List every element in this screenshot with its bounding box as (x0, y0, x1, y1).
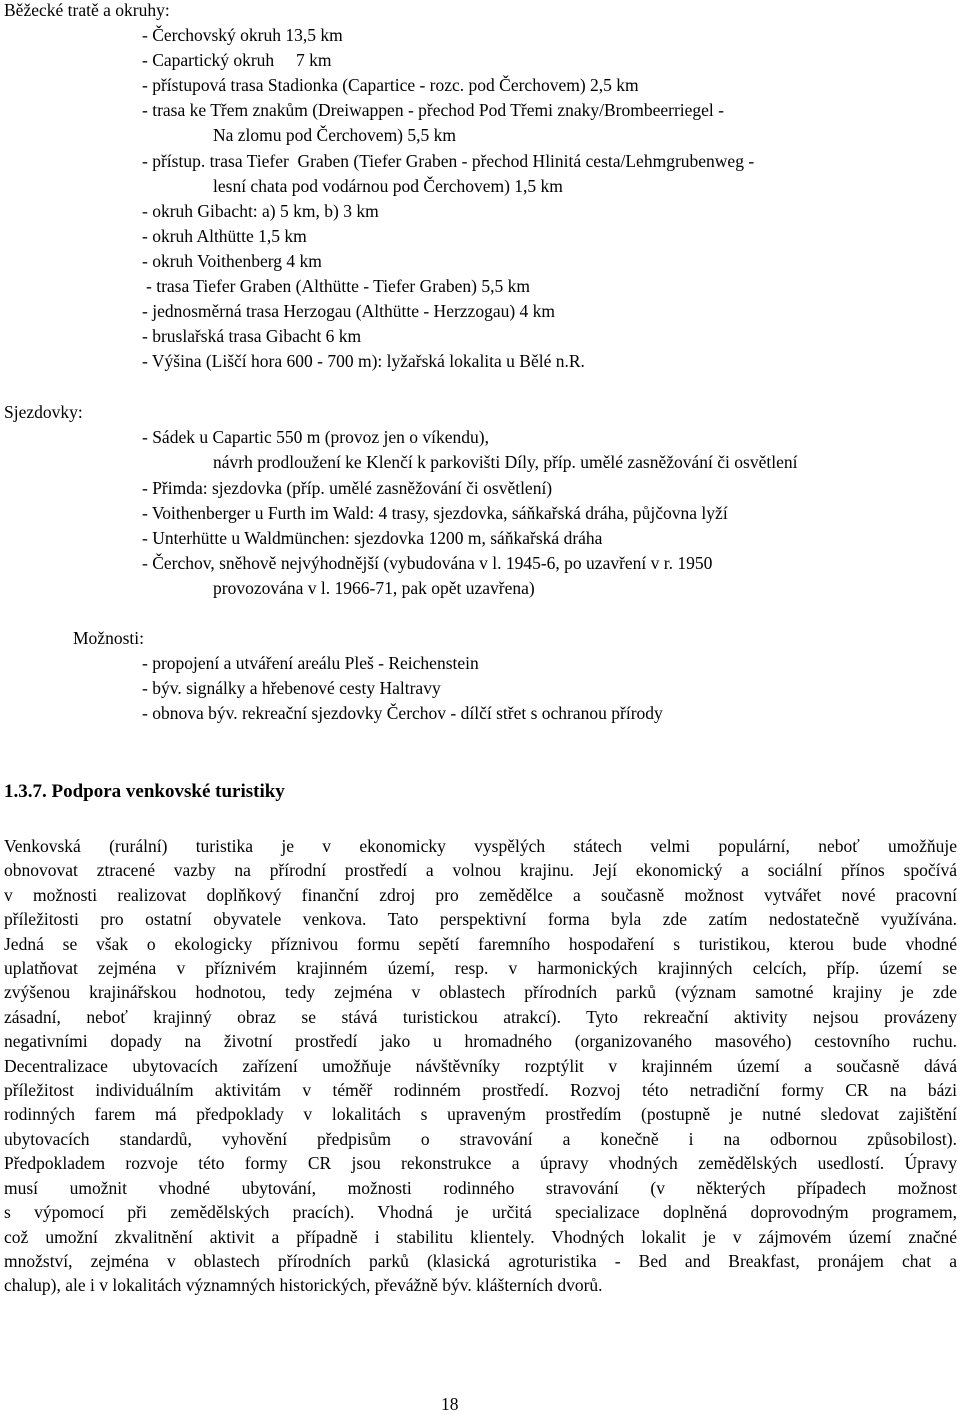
trail-line: - trasa Tiefer Graben (Althütte - Tiefer Graben) 5,5 km (146, 276, 530, 296)
trail-line: Na zlomu pod Čerchovem) 5,5 km (213, 125, 457, 145)
slope-line: - Čerchov, sněhově nejvýhodnější (vybudována v l. 1945-6, po uzavření v r. 1950 (142, 553, 713, 573)
slope-line: - Přimda: sjezdovka (příp. umělé zasněžování či osvětlení) (142, 478, 553, 498)
option-line: - obnova býv. rekreační sjezdovky Čerchov - dílčí střet s ochranou přírody (142, 703, 663, 723)
paragraph-line: v možnosti realizovat doplňkový finanční zdroj pro zemědělce a současně možnost vytvářet nové pracovní (4, 884, 957, 905)
paragraph-line: zvýšenou krajinářskou hodnotou, tedy zejména v oblastech přírodních parků (význam samotné krajiny je zde (4, 982, 957, 1003)
slopes-label: Sjezdovky: (4, 402, 83, 422)
paragraph-line: s výpomocí při zemědělských pracích). Vhodná je určitá specializace doplněná doprovodným programem, (4, 1202, 957, 1223)
paragraph-line: ubytovacích standardů, vyhovění předpisům o stravování a konečně i na odbornou způsobilost). (4, 1128, 957, 1149)
paragraph-line: uplatňovat zejména v příznivém krajinném území, resp. v harmonických krajinných celcích, příp. území se (4, 958, 957, 979)
trail-line: - trasa ke Třem znakům (Dreiwappen - přechod Pod Třemi znaky/Brombeerriegel - (142, 100, 724, 120)
paragraph-line: Předpokladem rozvoje této formy CR jsou rekonstrukce a úpravy vhodných zemědělských usedlostí. Úpravy (4, 1153, 957, 1174)
option-line: - propojení a utváření areálu Pleš - Reichenstein (142, 653, 479, 673)
slope-line: - Sádek u Capartic 550 m (provoz jen o víkendu), (142, 427, 489, 447)
paragraph-line: což umožní zkvalitnění aktivit a případně i stabilitu klientely. Vhodných lokalit je v zájmovém území značné (4, 1226, 957, 1247)
slope-line: - Voithenberger u Furth im Wald: 4 trasy, sjezdovka, sáňkařská dráha, půjčovna lyží (142, 503, 728, 523)
trail-line: - Čerchovský okruh 13,5 km (142, 25, 343, 45)
slope-line: návrh prodloužení ke Klenčí k parkovišti Díly, příp. umělé zasněžování či osvětlení (213, 452, 798, 472)
section-heading: 1.3.7. Podpora venkovské turistiky (4, 781, 285, 802)
paragraph-line: rodinných farem má předpoklady v lokalitách s upraveným prostředím (postupně je nutné sledovat zajištění (4, 1104, 957, 1125)
trail-line: - okruh Althütte 1,5 km (142, 226, 307, 246)
trail-line: - bruslařská trasa Gibacht 6 km (142, 326, 362, 346)
options-label: Možnosti: (73, 628, 144, 648)
paragraph-line: příležitost individuálním aktivitám v téměř rodinném prostředí. Rozvoj této netradiční formy CR na bázi (4, 1080, 957, 1101)
trail-line: - jednosměrná trasa Herzogau (Althütte - Herzzogau) 4 km (142, 301, 556, 321)
section-paragraph (4, 834, 957, 1298)
trail-line: lesní chata pod vodárnou pod Čerchovem) 1,5 km (213, 176, 563, 196)
paragraph-line: příležitosti pro ostatní obyvatele venkova. Tato perspektivní forma byla zde zatím nedostatečně využívána. (4, 909, 957, 930)
option-line: - býv. signálky a hřebenové cesty Haltravy (142, 678, 441, 698)
paragraph-line: chalup), ale i v lokalitách významných historických, převážně býv. klášterních dvorů. (4, 1275, 603, 1296)
paragraph-line: množství, zejména v oblastech přírodních parků (klasická agroturistika - Bed and Breakfast, pronájem chat a (4, 1250, 957, 1271)
trails-label: Běžecké tratě a okruhy: (4, 0, 170, 20)
trail-line: - přístup. trasa Tiefer Graben (Tiefer Graben - přechod Hlinitá cesta/Lehmgrubenweg - (142, 151, 755, 171)
paragraph-line: Jedná se však o ekologicky příznivou formu sepětí faremního hospodaření s turistikou, kterou bude vhodné (4, 933, 957, 954)
trail-line: - Capartický okruh 7 km (142, 50, 332, 70)
trail-line: - Výšina (Liščí hora 600 - 700 m): lyžařská lokalita u Bělé n.R. (142, 351, 585, 371)
slope-line: - Unterhütte u Waldmünchen: sjezdovka 1200 m, sáňkařská dráha (142, 528, 603, 548)
paragraph-line: negativními dopady na životní prostředí jako u hromadného (organizovaného masového) cestovního ruchu. (4, 1031, 957, 1052)
paragraph-line: Venkovská (rurální) turistika je v ekonomicky vyspělých státech velmi populární, neboť umožňuje (4, 836, 957, 856)
paragraph-line: zásadní, neboť krajinný obraz se stává turistickou atrakcí). Tyto rekreační aktivity nejsou provázeny (4, 1006, 957, 1027)
slope-line: provozována v l. 1966-71, pak opět uzavřena) (213, 578, 535, 598)
trail-line: - přístupová trasa Stadionka (Capartice - rozc. pod Čerchovem) 2,5 km (142, 75, 639, 95)
trail-line: - okruh Voithenberg 4 km (142, 251, 322, 271)
paragraph-line: Decentralizace ubytovacích zařízení umožňuje návštěvníky rozptýlit v krajinném území a současně dává (4, 1055, 957, 1076)
paragraph-line: musí umožnit vhodné ubytování, možnosti rodinného stravování (v některých případech možnost (4, 1177, 957, 1198)
paragraph-line: obnovovat ztracené vazby na přírodní prostředí a volnou krajinu. Její ekonomický a sociální přínos spočívá (4, 860, 957, 881)
trail-line: - okruh Gibacht: a) 5 km, b) 3 km (142, 201, 379, 221)
page-number: 18 (441, 1394, 459, 1414)
